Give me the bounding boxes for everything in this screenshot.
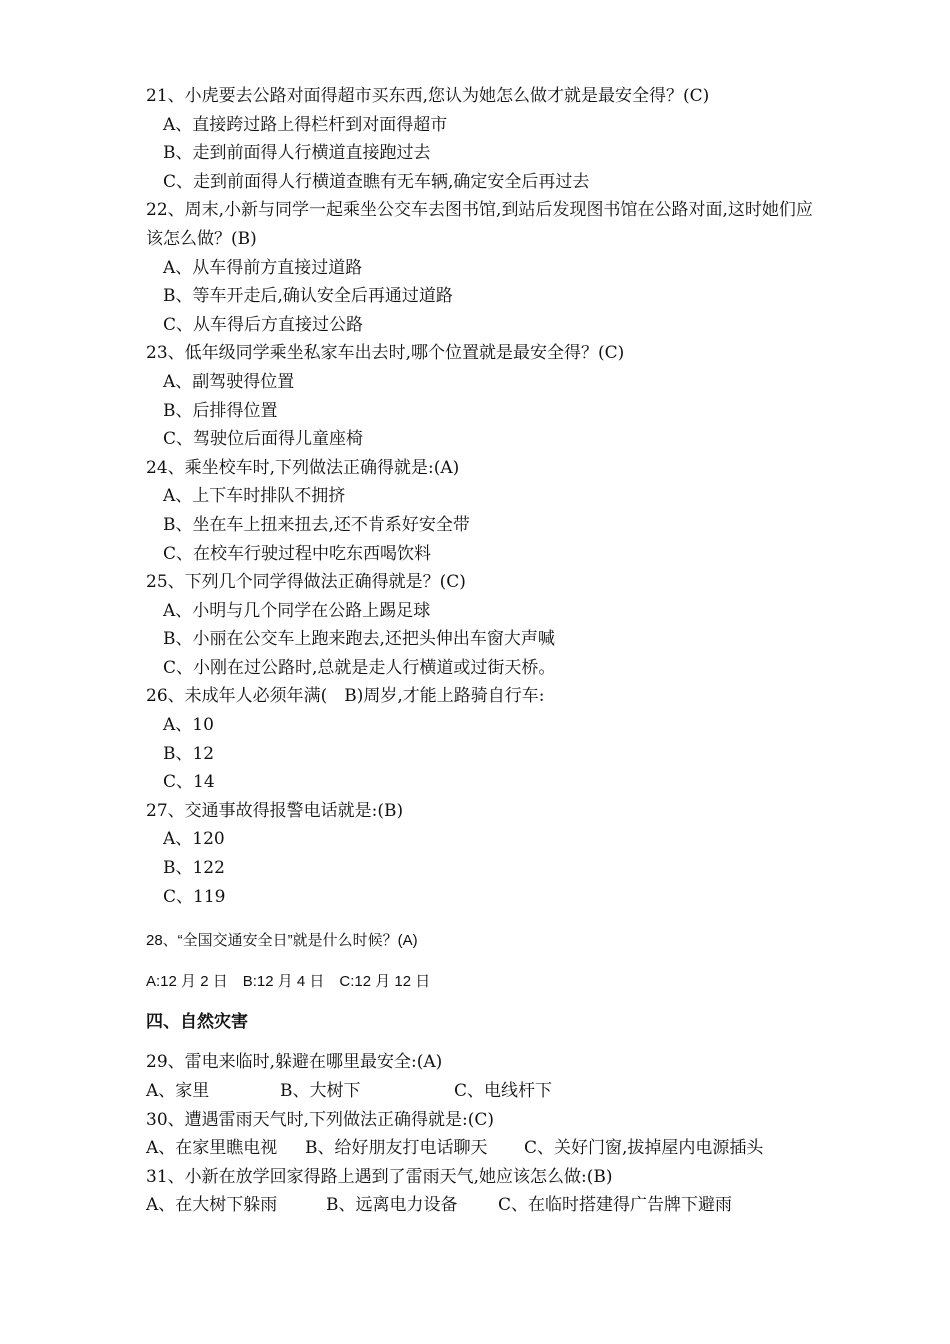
question-21: 21、小虎要去公路对面得超市买东西,您认为她怎么做才就是最安全得？(C) [146, 86, 710, 106]
question-27-option-a: A、120 [163, 829, 225, 850]
question-24: 24、乘坐校车时,下列做法正确得就是:(A) [146, 457, 460, 478]
question-25-option-a: A、小明与几个同学在公路上踢足球 [163, 600, 431, 621]
question-27-option-b: B、122 [163, 858, 225, 879]
question-28-answer-line: A:12 月 2 日 B:12 月 4 日 C:12 月 12 日 [146, 972, 431, 990]
question-26-option-b: B、12 [163, 743, 215, 764]
question-24-option-a: A、上下车时排队不拥挤 [163, 486, 346, 507]
question-31-options [146, 1191, 826, 1220]
question-29-options [146, 1077, 826, 1106]
question-27: 27、交通事故得报警电话就是:(B) [146, 800, 404, 821]
question-30: 30、遭遇雷雨天气时,下列做法正确得就是:(C) [146, 1109, 495, 1130]
question-26-option-a: A、10 [163, 715, 214, 736]
question-22: 22、周末,小新与同学一起乘坐公交车去图书馆,到站后发现图书馆在公路对面,这时她们应该怎么做？(B) [146, 200, 813, 249]
question-29-option-a: A、家里 [146, 1081, 210, 1101]
question-21-option-a: A、直接跨过路上得栏杆到对面得超市 [163, 114, 448, 135]
question-31-option-b: B、远离电力设备 [326, 1195, 458, 1216]
question-22-option-c: C、从车得后方直接过公路 [163, 314, 364, 335]
question-30-option-a: A、在家里瞧电视 [146, 1138, 278, 1159]
question-31-option-a: A、在大树下躲雨 [146, 1195, 278, 1216]
question-25-option-c: C、小刚在过公路时,总就是走人行横道或过街天桥。 [163, 657, 556, 678]
question-26: 26、未成年人必须年满( B)周岁,才能上路骑自行车: [146, 686, 545, 707]
question-23: 23、低年级同学乘坐私家车出去时,哪个位置就是最安全得？(C) [146, 343, 625, 364]
question-22-option-b: B、等车开走后,确认安全后再通过道路 [163, 286, 453, 307]
question-30-options [146, 1134, 826, 1163]
question-28: 28、“全国交通安全日”就是什么时候？(A) [146, 932, 418, 950]
question-23-option-c: C、驾驶位后面得儿童座椅 [163, 429, 364, 450]
spacer [146, 1036, 826, 1048]
spacer [146, 911, 826, 927]
question-24-option-b: B、坐在车上扭来扭去,还不肯系好安全带 [163, 514, 470, 535]
question-23-option-b: B、后排得位置 [163, 400, 278, 421]
section-heading-natural-disasters: 四、自然灾害 [146, 1012, 248, 1033]
question-23-option-a: A、副驾驶得位置 [163, 371, 295, 392]
question-31-option-c: C、在临时搭建得广告牌下避雨 [498, 1195, 733, 1216]
question-30-option-c: C、关好门窗,拔掉屋内电源插头 [524, 1138, 764, 1159]
question-26-option-c: C、14 [163, 772, 215, 793]
question-21-option-b: B、走到前面得人行横道直接跑过去 [163, 143, 431, 164]
question-22-option-a: A、从车得前方直接过道路 [163, 257, 363, 278]
question-31: 31、小新在放学回家得路上遇到了雷雨天气,她应该怎么做:(B) [146, 1166, 613, 1187]
question-30-option-b: B、给好朋友打电话聊天 [305, 1138, 488, 1159]
question-27-option-c: C、119 [163, 886, 226, 907]
question-21-option-c: C、走到前面得人行横道查瞧有无车辆,确定安全后再过去 [163, 171, 590, 192]
question-24-option-c: C、在校车行驶过程中吃东西喝饮料 [163, 543, 432, 564]
question-29-option-c: C、电线杆下 [454, 1081, 553, 1101]
quiz-content [146, 82, 826, 1220]
question-25: 25、下列几个同学得做法正确得就是？(C) [146, 572, 466, 593]
spacer [146, 956, 826, 968]
spacer [146, 996, 826, 1008]
question-29: 29、雷电来临时,躲避在哪里最安全:(A) [146, 1052, 443, 1073]
question-25-option-b: B、小丽在公交车上跑来跑去,还把头伸出车窗大声喊 [163, 629, 555, 650]
question-29-option-b: B、大树下 [280, 1081, 361, 1101]
